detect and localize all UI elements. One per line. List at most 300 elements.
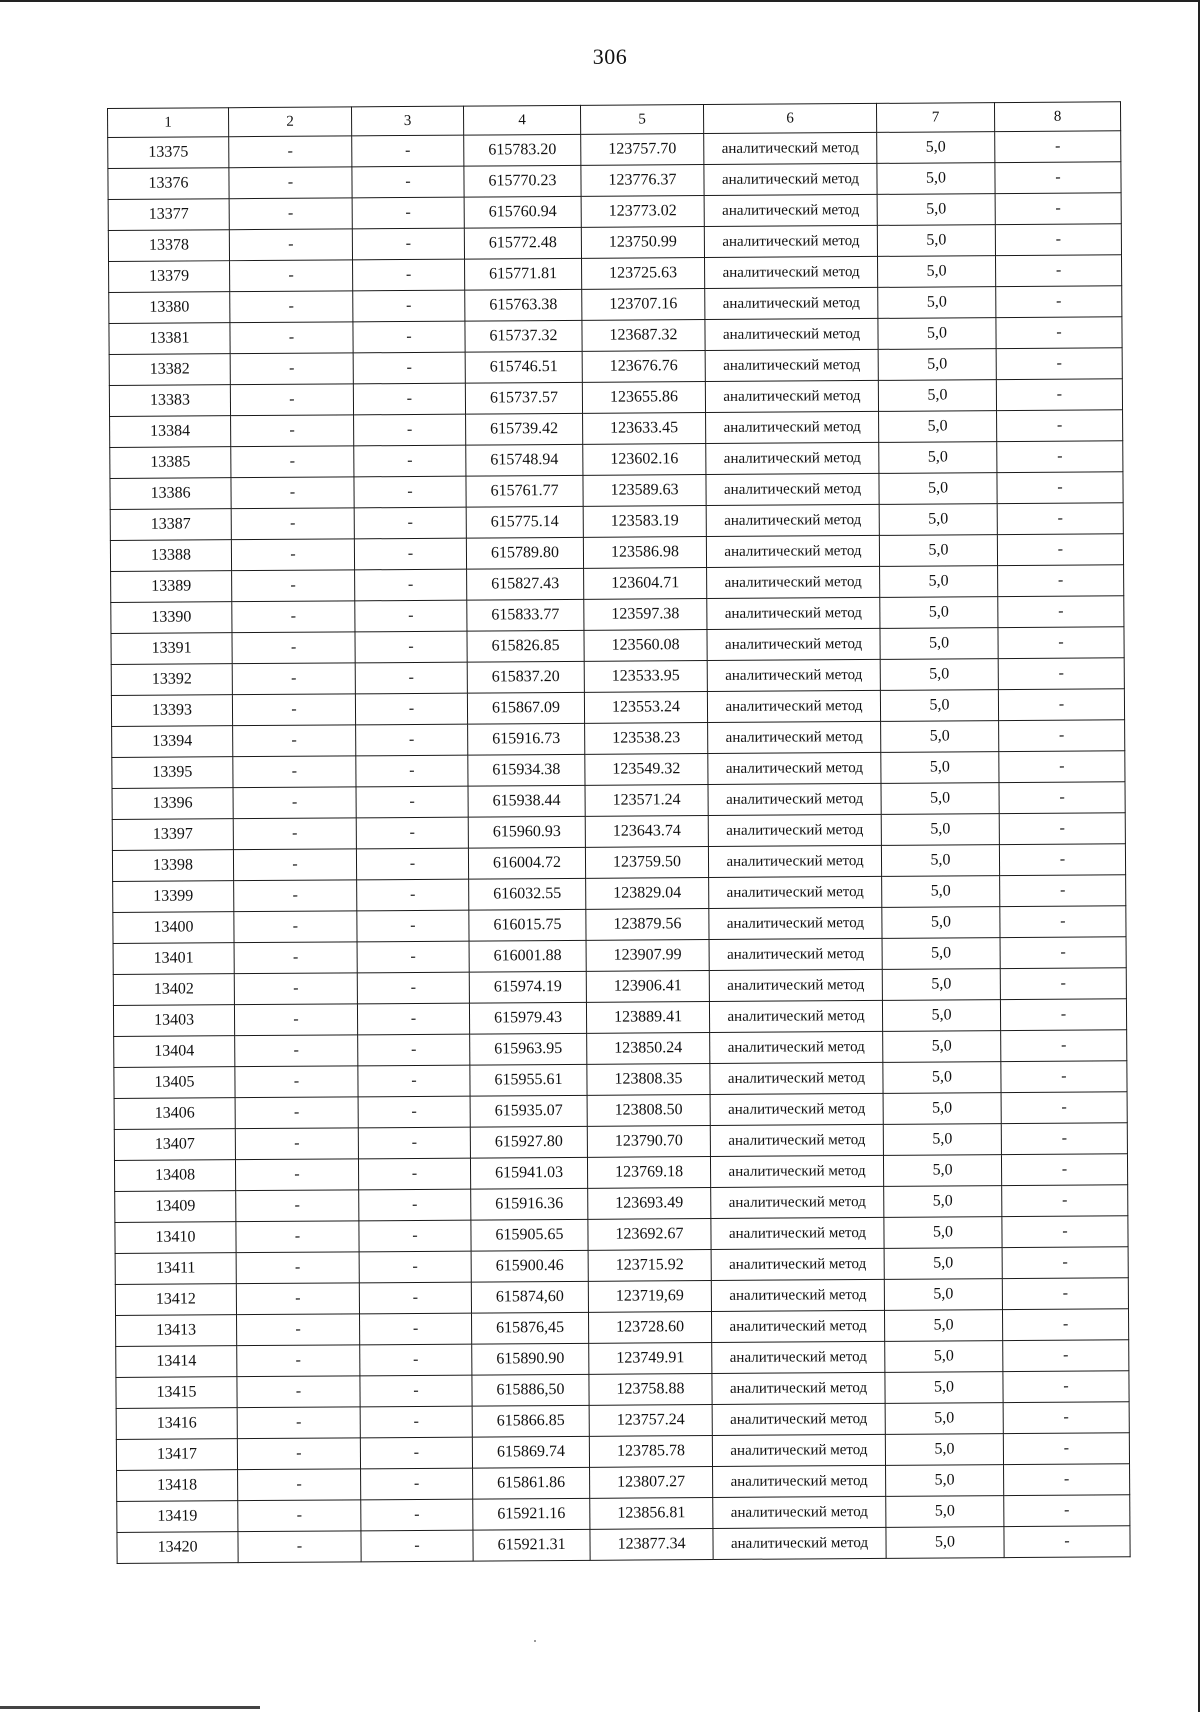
cell-accuracy: 5,0 <box>878 256 996 288</box>
cell-col-2: - <box>235 1128 358 1160</box>
cell-point-number: 13390 <box>111 602 232 634</box>
cell-coord-x: 615941.03 <box>470 1157 587 1189</box>
cell-method: аналитический метод <box>709 907 882 939</box>
cell-point-number: 13412 <box>115 1284 236 1316</box>
cell-col-8: - <box>1002 1216 1128 1248</box>
cell-col-2: - <box>235 1066 358 1098</box>
cell-col-8: - <box>1004 1464 1130 1496</box>
cell-point-number: 13377 <box>108 199 229 231</box>
cell-method: аналитический метод <box>708 721 881 753</box>
cell-coord-x: 615737.57 <box>465 382 582 414</box>
cell-point-number: 13376 <box>108 168 229 200</box>
cell-point-number: 13395 <box>112 757 233 789</box>
cell-coord-x: 615833.77 <box>467 599 584 631</box>
cell-method: аналитический метод <box>707 628 880 660</box>
cell-method: аналитический метод <box>709 969 882 1001</box>
cell-method: аналитический метод <box>705 349 878 381</box>
header-cell: 7 <box>876 103 994 133</box>
cell-accuracy: 5,0 <box>880 566 998 598</box>
cell-col-3: - <box>353 321 465 353</box>
cell-accuracy: 5,0 <box>885 1403 1003 1435</box>
cell-col-3: - <box>358 1034 470 1066</box>
cell-method: аналитический метод <box>707 690 880 722</box>
cell-method: аналитический метод <box>710 1093 883 1125</box>
cell-col-8: - <box>1002 1247 1128 1279</box>
cell-col-8: - <box>998 658 1124 690</box>
cell-col-8: - <box>998 596 1124 628</box>
cell-col-3: - <box>358 1096 470 1128</box>
cell-col-2: - <box>232 632 355 664</box>
cell-col-2: - <box>236 1221 359 1253</box>
cell-point-number: 13381 <box>109 323 230 355</box>
cell-col-3: - <box>357 1003 469 1035</box>
cell-point-number: 13385 <box>110 447 231 479</box>
cell-method: аналитический метод <box>704 225 877 257</box>
cell-coord-x: 615775.14 <box>466 506 583 538</box>
cell-coord-y: 123749.91 <box>589 1343 712 1375</box>
cell-col-2: - <box>237 1438 360 1470</box>
cell-coord-y: 123719,69 <box>588 1281 711 1313</box>
cell-coord-y: 123889.41 <box>586 1002 709 1034</box>
cell-coord-y: 123715.92 <box>588 1250 711 1282</box>
cell-col-8: - <box>995 131 1121 163</box>
cell-col-2: - <box>230 260 353 292</box>
cell-col-8: - <box>1001 1123 1127 1155</box>
cell-accuracy: 5,0 <box>884 1248 1002 1280</box>
cell-col-2: - <box>230 384 353 416</box>
cell-coord-y: 123692.67 <box>588 1219 711 1251</box>
cell-col-8: - <box>997 441 1123 473</box>
cell-point-number: 13414 <box>116 1346 237 1378</box>
cell-col-8: - <box>996 379 1122 411</box>
cell-point-number: 13413 <box>116 1315 237 1347</box>
cell-accuracy: 5,0 <box>877 163 995 195</box>
cell-accuracy: 5,0 <box>883 1062 1001 1094</box>
cell-col-2: - <box>232 694 355 726</box>
cell-coord-x: 615869.74 <box>472 1436 589 1468</box>
cell-coord-x: 615935.07 <box>470 1095 587 1127</box>
cell-col-3: - <box>353 352 465 384</box>
cell-accuracy: 5,0 <box>880 597 998 629</box>
cell-method: аналитический метод <box>705 256 878 288</box>
cell-coord-y: 123808.50 <box>587 1095 710 1127</box>
cell-col-8: - <box>999 813 1125 845</box>
cell-coord-x: 615763.38 <box>465 289 582 321</box>
cell-accuracy: 5,0 <box>879 442 997 474</box>
cell-col-2: - <box>237 1314 360 1346</box>
cell-coord-y: 123757.70 <box>581 134 704 166</box>
cell-col-8: - <box>1002 1185 1128 1217</box>
cell-method: аналитический метод <box>712 1372 885 1404</box>
cell-coord-y: 123790.70 <box>587 1126 710 1158</box>
cell-col-3: - <box>359 1189 471 1221</box>
cell-coord-y: 123906.41 <box>586 971 709 1003</box>
cell-col-8: - <box>1003 1371 1129 1403</box>
cell-col-2: - <box>234 942 357 974</box>
cell-accuracy: 5,0 <box>878 318 996 350</box>
cell-coord-x: 615979.43 <box>469 1002 586 1034</box>
cell-col-2: - <box>232 601 355 633</box>
cell-point-number: 13391 <box>111 633 232 665</box>
cell-col-3: - <box>361 1499 473 1531</box>
cell-method: аналитический метод <box>705 380 878 412</box>
cell-method: аналитический метод <box>706 473 879 505</box>
cell-col-8: - <box>999 844 1125 876</box>
cell-coord-x: 615770.23 <box>464 165 581 197</box>
cell-point-number: 13398 <box>112 850 233 882</box>
cell-accuracy: 5,0 <box>881 783 999 815</box>
header-cell: 4 <box>463 105 580 135</box>
cell-col-8: - <box>995 193 1121 225</box>
cell-accuracy: 5,0 <box>881 752 999 784</box>
cell-coord-y: 123759.50 <box>585 847 708 879</box>
cell-coord-y: 123808.35 <box>587 1064 710 1096</box>
cell-col-8: - <box>1000 906 1126 938</box>
cell-coord-y: 123655.86 <box>582 382 705 414</box>
cell-coord-x: 615938.44 <box>468 785 585 817</box>
cell-point-number: 13419 <box>117 1501 238 1533</box>
cell-coord-x: 616015.75 <box>469 909 586 941</box>
cell-accuracy: 5,0 <box>886 1496 1004 1528</box>
cell-coord-y: 123643.74 <box>585 816 708 848</box>
cell-coord-x: 615874,60 <box>471 1281 588 1313</box>
cell-point-number: 13417 <box>116 1439 237 1471</box>
cell-accuracy: 5,0 <box>880 690 998 722</box>
coordinates-table-container <box>107 101 1130 1564</box>
cell-coord-x: 615886,50 <box>472 1374 589 1406</box>
cell-coord-y: 123602.16 <box>583 444 706 476</box>
cell-method: аналитический метод <box>707 566 880 598</box>
cell-coord-y: 123907.99 <box>586 940 709 972</box>
cell-coord-x: 615921.31 <box>473 1529 590 1561</box>
cell-col-2: - <box>230 353 353 385</box>
cell-col-8: - <box>996 286 1122 318</box>
cell-method: аналитический метод <box>713 1465 886 1497</box>
cell-coord-y: 123560.08 <box>584 630 707 662</box>
cell-accuracy: 5,0 <box>879 473 997 505</box>
header-cell: 1 <box>108 108 229 138</box>
cell-coord-x: 615876,45 <box>472 1312 589 1344</box>
cell-accuracy: 5,0 <box>879 504 997 536</box>
cell-method: аналитический метод <box>706 504 879 536</box>
cell-col-3: - <box>360 1375 472 1407</box>
cell-col-3: - <box>355 631 467 663</box>
cell-point-number: 13404 <box>114 1036 235 1068</box>
cell-col-2: - <box>234 880 357 912</box>
cell-point-number: 13379 <box>109 261 230 293</box>
cell-col-2: - <box>233 787 356 819</box>
cell-col-8: - <box>995 255 1121 287</box>
cell-point-number: 13402 <box>113 974 234 1006</box>
cell-col-2: - <box>231 477 354 509</box>
cell-method: аналитический метод <box>706 411 879 443</box>
cell-col-8: - <box>998 627 1124 659</box>
cell-col-2: - <box>238 1469 361 1501</box>
cell-col-8: - <box>1001 1092 1127 1124</box>
cell-col-3: - <box>355 693 467 725</box>
cell-col-2: - <box>229 229 352 261</box>
cell-coord-y: 123856.81 <box>590 1498 713 1530</box>
cell-col-8: - <box>998 689 1124 721</box>
cell-col-2: - <box>237 1345 360 1377</box>
cell-point-number: 13392 <box>111 664 232 696</box>
cell-accuracy: 5,0 <box>878 287 996 319</box>
cell-col-2: - <box>230 291 353 323</box>
cell-accuracy: 5,0 <box>877 194 995 226</box>
cell-col-8: - <box>1002 1278 1128 1310</box>
cell-point-number: 13388 <box>110 540 231 572</box>
cell-coord-x: 615837.20 <box>467 661 584 693</box>
cell-method: аналитический метод <box>704 194 877 226</box>
cell-col-3: - <box>352 166 464 198</box>
cell-coord-y: 123604.71 <box>584 568 707 600</box>
cell-col-2: - <box>233 756 356 788</box>
cell-accuracy: 5,0 <box>884 1310 1002 1342</box>
cell-coord-y: 123728.60 <box>588 1312 711 1344</box>
cell-col-3: - <box>355 600 467 632</box>
cell-col-3: - <box>357 879 469 911</box>
header-cell: 2 <box>229 107 352 137</box>
cell-point-number: 13399 <box>113 881 234 913</box>
cell-coord-y: 123633.45 <box>583 413 706 445</box>
cell-point-number: 13408 <box>114 1160 235 1192</box>
cell-method: аналитический метод <box>710 1031 883 1063</box>
cell-method: аналитический метод <box>712 1403 885 1435</box>
cell-col-3: - <box>355 569 467 601</box>
cell-accuracy: 5,0 <box>882 876 1000 908</box>
cell-col-3: - <box>354 507 466 539</box>
cell-coord-x: 615760.94 <box>464 196 581 228</box>
cell-coord-x: 616004.72 <box>468 847 585 879</box>
cell-coord-y: 123538.23 <box>585 723 708 755</box>
cell-method: аналитический метод <box>708 845 881 877</box>
cell-col-3: - <box>356 848 468 880</box>
cell-col-2: - <box>234 973 357 1005</box>
cell-coord-x: 615963.95 <box>470 1033 587 1065</box>
cell-col-3: - <box>356 786 468 818</box>
cell-col-2: - <box>231 539 354 571</box>
cell-col-8: - <box>995 162 1121 194</box>
header-cell: 8 <box>994 102 1120 132</box>
cell-method: аналитический метод <box>710 1124 883 1156</box>
cell-col-8: - <box>998 565 1124 597</box>
cell-point-number: 13407 <box>114 1129 235 1161</box>
cell-coord-x: 615955.61 <box>470 1064 587 1096</box>
cell-coord-x: 615916.73 <box>468 723 585 755</box>
cell-col-3: - <box>359 1220 471 1252</box>
cell-accuracy: 5,0 <box>882 938 1000 970</box>
cell-coord-y: 123776.37 <box>581 165 704 197</box>
cell-coord-y: 123807.27 <box>590 1467 713 1499</box>
cell-point-number: 13384 <box>110 416 231 448</box>
cell-coord-x: 615927.80 <box>470 1126 587 1158</box>
cell-col-8: - <box>1000 937 1126 969</box>
cell-col-3: - <box>352 197 464 229</box>
cell-coord-y: 123589.63 <box>583 475 706 507</box>
cell-accuracy: 5,0 <box>884 1217 1002 1249</box>
cell-method: аналитический метод <box>713 1496 886 1528</box>
cell-point-number: 13416 <box>116 1408 237 1440</box>
cell-col-2: - <box>236 1252 359 1284</box>
cell-col-2: - <box>232 570 355 602</box>
coordinates-table <box>107 101 1131 1564</box>
cell-coord-y: 123549.32 <box>585 754 708 786</box>
cell-col-2: - <box>238 1531 361 1563</box>
cell-point-number: 13386 <box>110 478 231 510</box>
cell-point-number: 13397 <box>112 819 233 851</box>
cell-col-8: - <box>997 534 1123 566</box>
cell-method: аналитический метод <box>709 876 882 908</box>
cell-col-3: - <box>357 972 469 1004</box>
cell-point-number: 13400 <box>113 912 234 944</box>
cell-accuracy: 5,0 <box>877 132 995 164</box>
cell-col-3: - <box>353 383 465 415</box>
cell-point-number: 13375 <box>108 137 229 169</box>
cell-col-2: - <box>237 1376 360 1408</box>
cell-accuracy: 5,0 <box>884 1279 1002 1311</box>
cell-accuracy: 5,0 <box>877 225 995 257</box>
cell-method: аналитический метод <box>710 1155 883 1187</box>
cell-point-number: 13420 <box>117 1532 238 1564</box>
cell-col-8: - <box>1001 1030 1127 1062</box>
cell-coord-x: 615783.20 <box>464 134 581 166</box>
cell-coord-x: 615934.38 <box>468 754 585 786</box>
cell-accuracy: 5,0 <box>881 845 999 877</box>
cell-accuracy: 5,0 <box>879 535 997 567</box>
cell-method: аналитический метод <box>705 287 878 319</box>
cell-point-number: 13403 <box>113 1005 234 1037</box>
cell-coord-y: 123533.95 <box>584 661 707 693</box>
cell-point-number: 13383 <box>109 385 230 417</box>
cell-col-8: - <box>1002 1309 1128 1341</box>
cell-coord-y: 123785.78 <box>589 1436 712 1468</box>
cell-point-number: 13393 <box>111 695 232 727</box>
cell-col-2: - <box>234 911 357 943</box>
cell-col-2: - <box>235 1159 358 1191</box>
cell-col-2: - <box>229 198 352 230</box>
cell-point-number: 13405 <box>114 1067 235 1099</box>
cell-col-3: - <box>354 476 466 508</box>
cell-coord-x: 616032.55 <box>469 878 586 910</box>
cell-col-8: - <box>997 410 1123 442</box>
cell-col-8: - <box>1003 1340 1129 1372</box>
cell-coord-x: 616001.88 <box>469 940 586 972</box>
cell-method: аналитический метод <box>705 318 878 350</box>
cell-coord-y: 123676.76 <box>582 351 705 383</box>
cell-point-number: 13406 <box>114 1098 235 1130</box>
cell-coord-x: 615761.77 <box>466 475 583 507</box>
cell-col-2: - <box>238 1500 361 1532</box>
header-cell: 6 <box>703 103 876 133</box>
cell-method: аналитический метод <box>711 1279 884 1311</box>
cell-coord-x: 615900.46 <box>471 1250 588 1282</box>
cell-col-3: - <box>352 135 464 167</box>
cell-col-3: - <box>355 662 467 694</box>
cell-coord-x: 615974.19 <box>469 971 586 1003</box>
cell-coord-y: 123773.02 <box>581 196 704 228</box>
cell-accuracy: 5,0 <box>878 349 996 381</box>
cell-col-8: - <box>996 317 1122 349</box>
cell-coord-y: 123758.88 <box>589 1374 712 1406</box>
cell-method: аналитический метод <box>704 163 877 195</box>
cell-col-3: - <box>358 1158 470 1190</box>
cell-method: аналитический метод <box>713 1527 886 1559</box>
cell-coord-x: 615905.65 <box>471 1219 588 1251</box>
cell-coord-x: 615739.42 <box>466 413 583 445</box>
cell-col-2: - <box>233 725 356 757</box>
cell-col-3: - <box>354 445 466 477</box>
cell-coord-y: 123750.99 <box>581 227 704 259</box>
cell-method: аналитический метод <box>711 1217 884 1249</box>
cell-coord-x: 615916.36 <box>471 1188 588 1220</box>
cell-col-3: - <box>359 1251 471 1283</box>
cell-col-8: - <box>1000 968 1126 1000</box>
cell-col-2: - <box>231 415 354 447</box>
cell-point-number: 13394 <box>112 726 233 758</box>
cell-col-2: - <box>235 1035 358 1067</box>
cell-method: аналитический метод <box>706 535 879 567</box>
cell-col-3: - <box>353 290 465 322</box>
cell-col-2: - <box>229 167 352 199</box>
table-row <box>117 1526 1130 1564</box>
cell-col-8: - <box>1004 1526 1130 1558</box>
cell-method: аналитический метод <box>704 132 877 164</box>
cell-coord-x: 615921.16 <box>473 1498 590 1530</box>
cell-col-2: - <box>236 1190 359 1222</box>
cell-method: аналитический метод <box>711 1248 884 1280</box>
cell-method: аналитический метод <box>711 1310 884 1342</box>
cell-accuracy: 5,0 <box>885 1372 1003 1404</box>
cell-col-3: - <box>356 817 468 849</box>
cell-coord-x: 615866.85 <box>472 1405 589 1437</box>
cell-coord-y: 123553.24 <box>584 692 707 724</box>
cell-coord-y: 123850.24 <box>587 1033 710 1065</box>
cell-method: аналитический метод <box>708 783 881 815</box>
scan-speck <box>534 1640 536 1642</box>
cell-col-8: - <box>996 348 1122 380</box>
cell-coord-y: 123829.04 <box>586 878 709 910</box>
cell-col-2: - <box>234 1004 357 1036</box>
cell-col-2: - <box>231 508 354 540</box>
cell-coord-y: 123877.34 <box>590 1529 713 1561</box>
cell-col-3: - <box>357 941 469 973</box>
cell-col-8: - <box>997 503 1123 535</box>
cell-col-3: - <box>360 1344 472 1376</box>
cell-accuracy: 5,0 <box>886 1527 1004 1559</box>
cell-method: аналитический метод <box>711 1186 884 1218</box>
cell-col-3: - <box>358 1065 470 1097</box>
cell-col-8: - <box>1001 1061 1127 1093</box>
cell-point-number: 13401 <box>113 943 234 975</box>
cell-point-number: 13409 <box>115 1191 236 1223</box>
cell-col-2: - <box>236 1283 359 1315</box>
cell-accuracy: 5,0 <box>882 969 1000 1001</box>
cell-accuracy: 5,0 <box>878 380 996 412</box>
cell-accuracy: 5,0 <box>883 1031 1001 1063</box>
cell-col-8: - <box>999 782 1125 814</box>
cell-method: аналитический метод <box>708 814 881 846</box>
cell-col-8: - <box>997 472 1123 504</box>
table-body <box>108 131 1130 1564</box>
cell-coord-x: 615771.81 <box>465 258 582 290</box>
cell-coord-x: 615748.94 <box>466 444 583 476</box>
cell-coord-y: 123583.19 <box>583 506 706 538</box>
cell-col-3: - <box>354 414 466 446</box>
cell-col-8: - <box>1003 1402 1129 1434</box>
cell-col-3: - <box>361 1468 473 1500</box>
cell-method: аналитический метод <box>706 442 879 474</box>
cell-coord-y: 123687.32 <box>582 320 705 352</box>
